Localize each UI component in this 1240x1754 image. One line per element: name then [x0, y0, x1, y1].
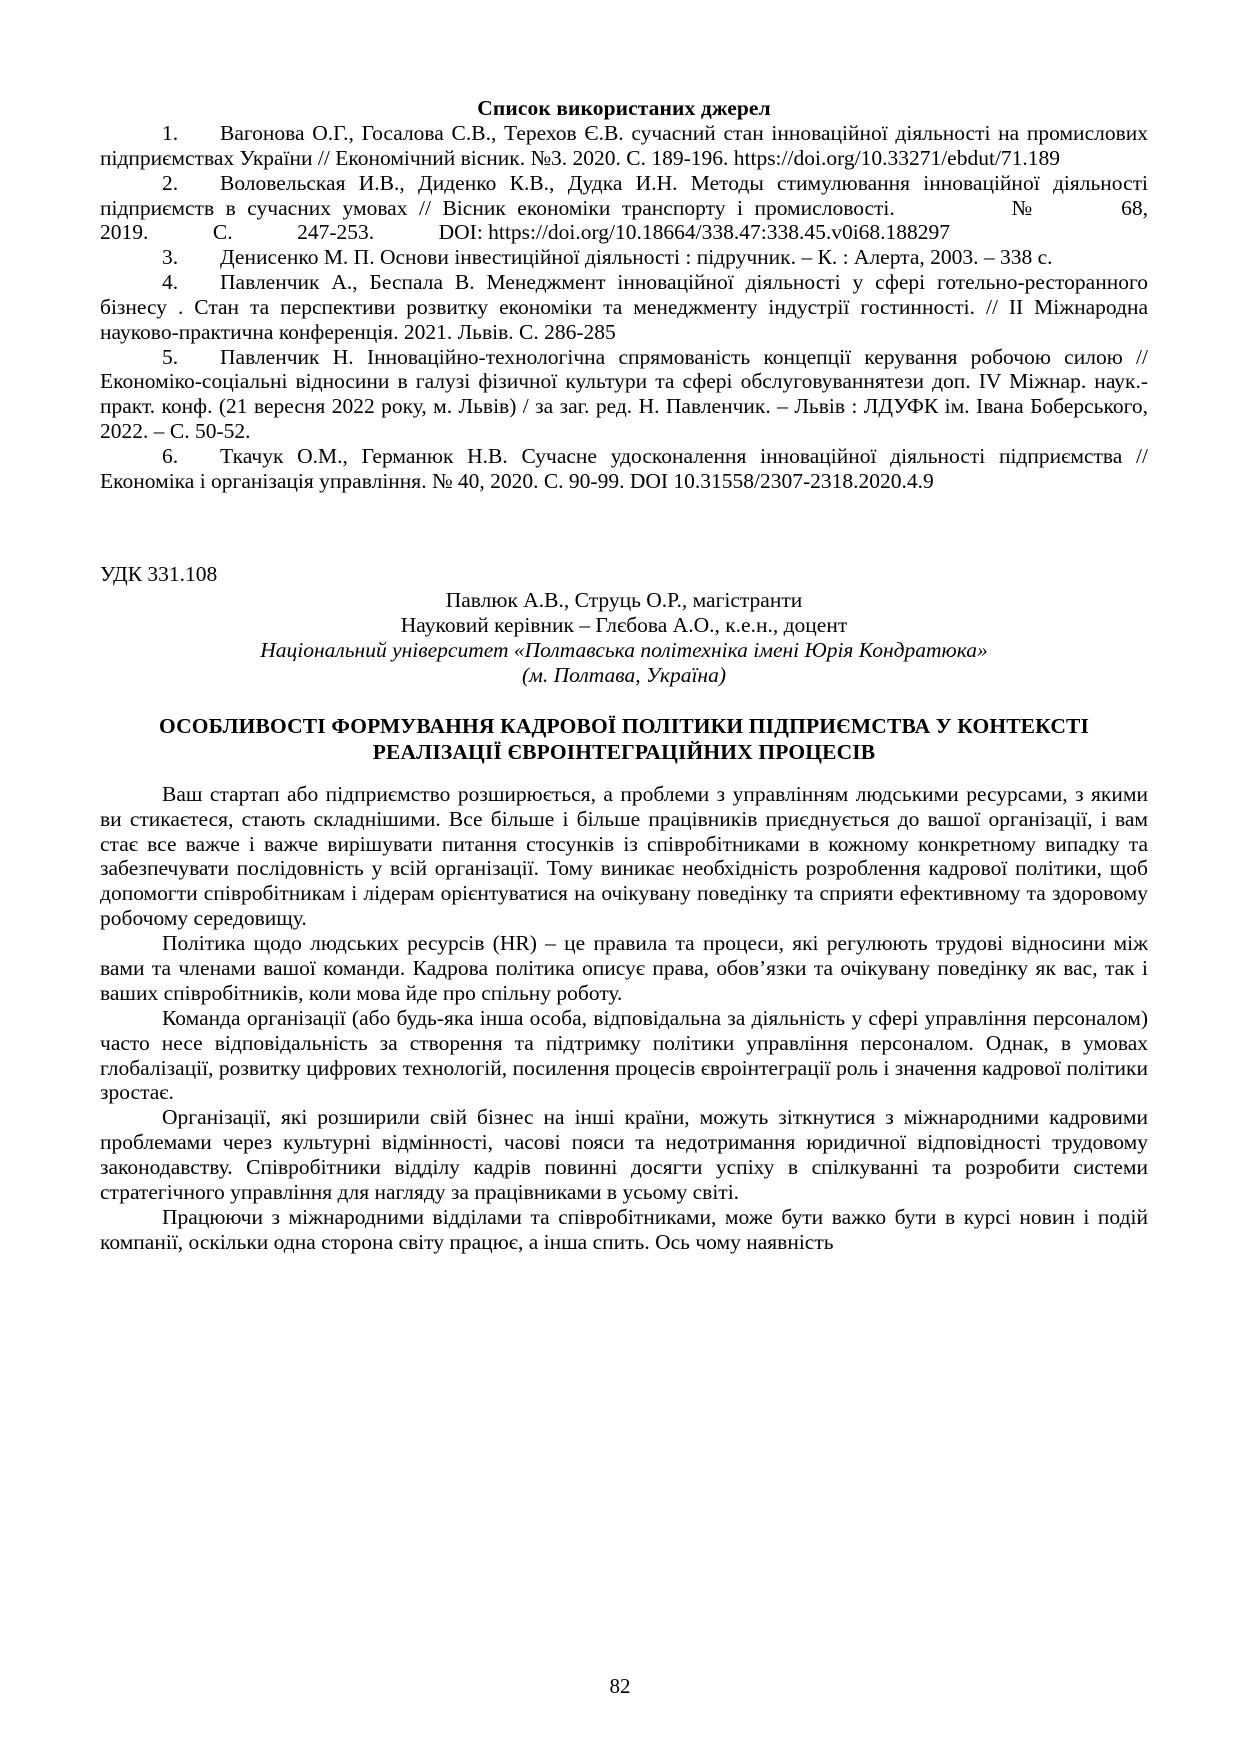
reference-number: 6. — [162, 443, 179, 468]
reference-item — [100, 170, 1213, 245]
article-supervisor: Науковий керівник – Глєбова А.О., к.е.н., доцент — [400, 613, 848, 638]
reference-text: Денисенко М. П. Основи інвестиційної діяльності : підручник. – К. : Алерта, 2003. – 338 с. — [220, 245, 1053, 270]
article-title: ОСОБЛИВОСТІ ФОРМУВАННЯ КАДРОВОЇ ПОЛІТИКИ ПІДПРИЄМСТВА У КОНТЕКСТІ РЕАЛІЗАЦІЇ ЄВРОІНТЕГРАЦІЙНИХ ПРОЦЕСІВ — [158, 714, 1090, 764]
article-city: (м. Полтава, Україна) — [521, 663, 726, 688]
section-spacer — [100, 494, 1148, 562]
reference-number: 2. — [162, 170, 179, 195]
reference-text: Павленчик Н. Інноваційно-технологічна спрямованість концепції керування робочою силою // Економіко-соціальні відносини в галузі фізичної культури та сфері обслуговуваннятези доп. IV Міжнар. наук.-практ. конф. (21 вересня 2022 року, м. Львів) / за заг. ред. Н. Павленчик. – Львів : ЛДУФК ім. Івана Боберського, 2022. – С. 50-52. — [100, 344, 1148, 444]
reference-text: Ткачук О.М., Германюк Н.В. Сучасне удосконалення інноваційної діяльності підприємства // Економіка і організація управління. № 40, 2020. С. 90-99. DOI 10.31558/2307-2318.2020.4.9 — [100, 443, 1148, 493]
body-paragraph: Організації, які розширили свій бізнес на інші країни, можуть зіткнутися з міжнародними кадровими проблемами через культурні відмінності, часові пояси та недотримання юридичної відповідності трудовому законодавству. Співробітники відділу кадрів повинні досягти успіху в спілкуванні та розробити системи стратегічного управління для нагляду за працівниками в усьому світі. — [100, 1105, 1148, 1205]
reference-item — [100, 121, 1148, 171]
reference-number: 3. — [162, 245, 179, 270]
body-paragraph: Політика щодо людських ресурсів (HR) – це правила та процеси, які регулюють трудові відносини між вами та членами вашої команди. Кадрова політика описує права, обов’язки та очікувану поведінку як вас, так і ваших співробітників, коли мова йде про спільну роботу. — [100, 931, 1148, 1005]
body-paragraph: Ваш стартап або підприємство розширюється, а проблеми з управлінням людськими ресурсами, з якими ви стикаєтеся, стають складнішими. Все більше і більше працівників приєднується до вашої організації, і вам стає все важче і важче вирішувати питання стосунків із співробітниками в кожному конкретному випадку та забезпечувати послідовність у всій організації. Тому виникає необхідність розроблення кадрової політики, щоб допомогти співробітникам і лідерам орієнтуватися на очікувану поведінку та сприяти ефективному та здоровому робочому середовищу. — [100, 781, 1148, 931]
page-number: 82 — [609, 1673, 631, 1698]
reference-item — [100, 345, 1148, 444]
page-content — [100, 96, 1213, 1255]
reference-text: Вагонова О.Г., Госалова С.В., Терехов Є.В. сучасний стан інноваційної діяльності на промислових підприємствах України // Економічний вісник. №3. 2020. С. 189-196. https://doi.org/10.33271/ebdut/71.189 — [100, 121, 1148, 170]
reference-number: 4. — [162, 270, 179, 295]
udk-code: УДК 331.108 — [100, 561, 218, 586]
body-paragraph: Команда організації (або будь-яка інша особа, відповідальна за діяльність у сфері управління персоналом) часто несе відповідальність за створення та підтримку політики управління персоналом. Однак, в умовах глобалізації, розвитку цифрових технологій, посилення процесів євроінтеграції роль і значення кадрової політики зростає. — [100, 1005, 1148, 1105]
reference-number: 5. — [162, 344, 179, 369]
reference-text: Воловельская И.В., Диденко К.В., Дудка И.Н. Методы стимулювання інноваційної діяльності підприємств в сучасних умовах // Вісник економіки транспорту і промисловості. № 68, 2019. С. 247-253. DOI: https://doi.org/10.18664/338.47:338.45.v0i68.188297 — [100, 170, 1213, 245]
reference-number: 1. — [162, 121, 179, 146]
reference-item — [100, 245, 1148, 270]
reference-text: Павленчик А., Беспала В. Менеджмент інноваційної діяльності у сфері готельно-ресторанного бізнесу . Стан та перспективи розвитку економіки та менеджменту індустрії гостинності. // ІІ Міжнародна науково-практична конференція. 2021. Львів. С. 286-285 — [100, 270, 1148, 344]
article-affiliation: Національний університет «Полтавська політехніка імені Юрія Кондратюка» — [260, 638, 988, 663]
article-authors: Павлюк А.В., Струць О.Р., магістранти — [445, 588, 803, 613]
reference-item — [100, 270, 1148, 344]
references-heading: Список використаних джерел — [477, 96, 771, 120]
reference-item — [100, 444, 1148, 494]
body-paragraph: Працюючи з міжнародними відділами та співробітниками, може бути важко бути в курсі новин і подій компанії, оскільки одна сторона світу працює, а інша спить. Ось чому наявність — [100, 1204, 1148, 1254]
